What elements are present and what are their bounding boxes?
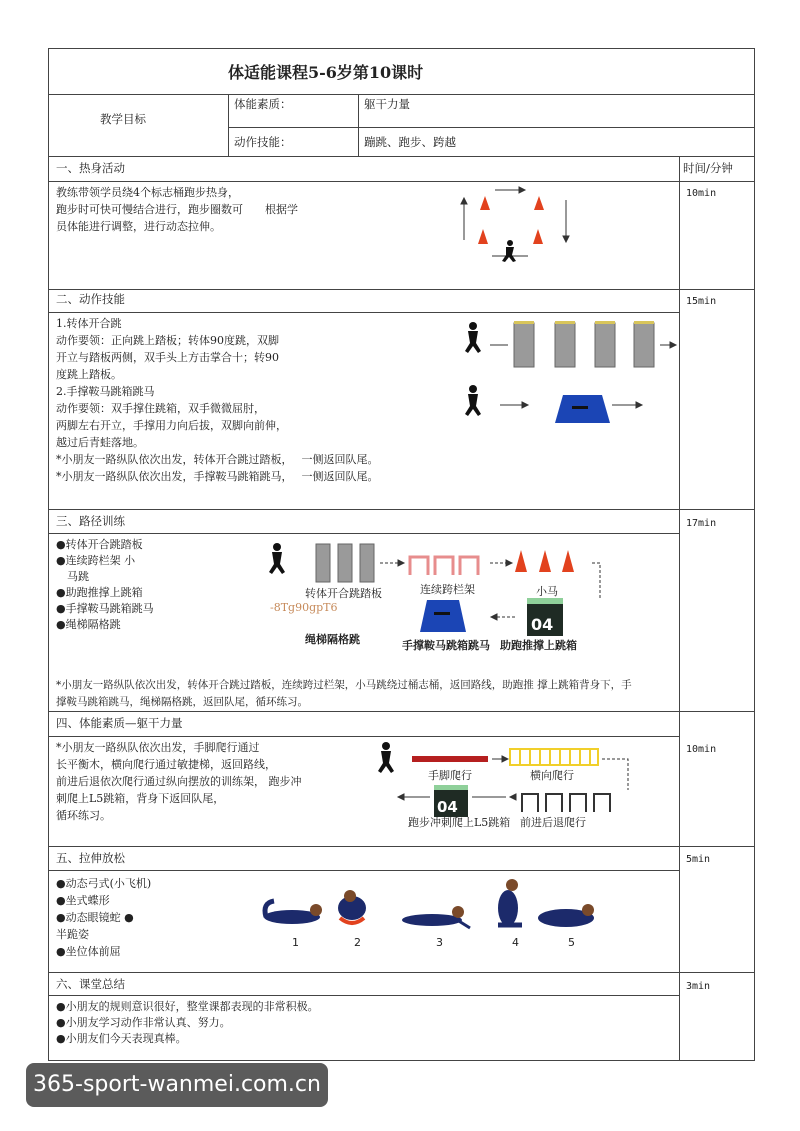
stretch-pose-icon (402, 906, 470, 928)
section-text: 教练带领学员绕4个标志桶跑步热身， 跑步时可快可慢结合进行，跑步圈数可 根据学 员体能进行调整，进行动态拉伸。 (56, 186, 298, 233)
stretch-pose-icon (498, 879, 522, 926)
box-number: 04 (437, 798, 458, 816)
section-time: 5min (686, 854, 711, 865)
caption-horse: 小马 (536, 585, 558, 598)
section-bullets: ●动态弓式(小飞机) ●坐式蝶形 ●动态眼镜蛇 ● 半跪姿 ●坐位体前屈 (56, 877, 152, 958)
section-time: 17min (686, 518, 717, 529)
caption-board: 转体开合跳踏板 (305, 587, 382, 600)
caption-vault: 手撑鞍马跳箱跳马 (402, 639, 490, 652)
caption-ladder: 绳梯隔格跳 (305, 633, 360, 646)
goal-key-fitness: 体能素质： (234, 97, 292, 111)
section-time: 10min (686, 744, 717, 755)
goal-value-fitness: 躯干力量 (364, 97, 410, 111)
pose-number: 1 (292, 936, 299, 949)
section-heading: 五、拉伸放松 (56, 851, 125, 865)
page-title: 体适能课程5-6岁第10课时 (228, 63, 424, 82)
stretch-pose-icon (538, 904, 594, 927)
pose-number: 3 (436, 936, 443, 949)
section-bullets: ●转体开合跳踏板 ●连续跨栏架 小 马跳 ●助跑推撑上跳箱 ●手撑鞍马跳箱跳马 ●绳梯隔格跳 (56, 538, 154, 631)
pose-number: 5 (568, 936, 575, 949)
goal-key-skill: 动作技能： (234, 135, 292, 149)
section-heading: 二、动作技能 (56, 292, 125, 306)
section-heading: 六、课堂总结 (56, 977, 125, 991)
box-number: 04 (531, 615, 554, 634)
watermark-link[interactable]: 365-sport-wanmei.com.cn (26, 1063, 328, 1107)
section-heading: 三、路径训练 (56, 514, 125, 528)
time-header: 时间/分钟 (683, 161, 733, 175)
section-time: 15min (686, 296, 717, 307)
caption-side: 横向爬行 (530, 769, 574, 782)
caption-crawl: 手脚爬行 (428, 769, 472, 782)
stretch-pose-icon (338, 890, 366, 923)
section-text: 1.转体开合跳 动作要领：正向跳上踏板；转体90度跳，双脚 开立与踏板两侧，双手头上方击掌合十；转90 度跳上踏板。 2.手撑鞍马跳箱跳马 动作要领：双手撑住跳箱，双手微微屈肘， 两脚左右开立，手撑用力向后拔，双脚向前伸， 越过后青蛙落地。 *小朋友一路纵队依次出发，转体开合跳过踏板， 一侧返回队尾。 *小朋友一路纵队依次出发，手撑鞍马跳箱跳马， 一侧返回队尾。 (56, 317, 379, 483)
caption-push: 助跑推撑上跳箱 (500, 639, 577, 652)
caption-code: -8Tg90gpT6 (270, 601, 338, 614)
section-text: *小朋友一路纵队依次出发，手脚爬行通过 长平衡木，横向爬行通过敏捷梯，返回路线， 前进后退依次爬行通过纵向摆放的训练架， 跑步冲 刺爬上L5跳箱，背身下返回队尾， 循环练习。 (56, 741, 302, 822)
section-heading: 一、热身活动 (56, 161, 125, 175)
section-time: 3min (686, 981, 711, 992)
pose-number: 2 (354, 936, 361, 949)
stretch-pose-icon (264, 901, 322, 924)
caption-run: 跑步冲刺爬上L5跳箱 (408, 816, 511, 829)
goals-label: 教学目标 (100, 112, 146, 126)
goal-value-skill: 蹦跳、跑步、跨越 (364, 135, 456, 149)
section-heading: 四、体能素质—躯干力量 (56, 716, 183, 730)
section-note: *小朋友一路纵队依次出发，转体开合跳过踏板，连续跨过栏架，小马跳绕过桶志桶，返回路线，助跑推 撑上跳箱背身下，手 撑鞍马跳箱跳马，绳梯隔格跳，返回队尾，循环练习。 (56, 679, 632, 708)
section-bullets: ●小朋友的规则意识很好，整堂课都表现的非常积极。 ●小朋友学习动作非常认真、努力。 ●小朋友们今天表现真棒。 (56, 1000, 319, 1045)
caption-hurdle: 连续跨栏架 (420, 583, 475, 596)
pose-number: 4 (512, 936, 519, 949)
section-time: 10min (686, 188, 717, 199)
caption-back: 前进后退爬行 (520, 816, 586, 829)
